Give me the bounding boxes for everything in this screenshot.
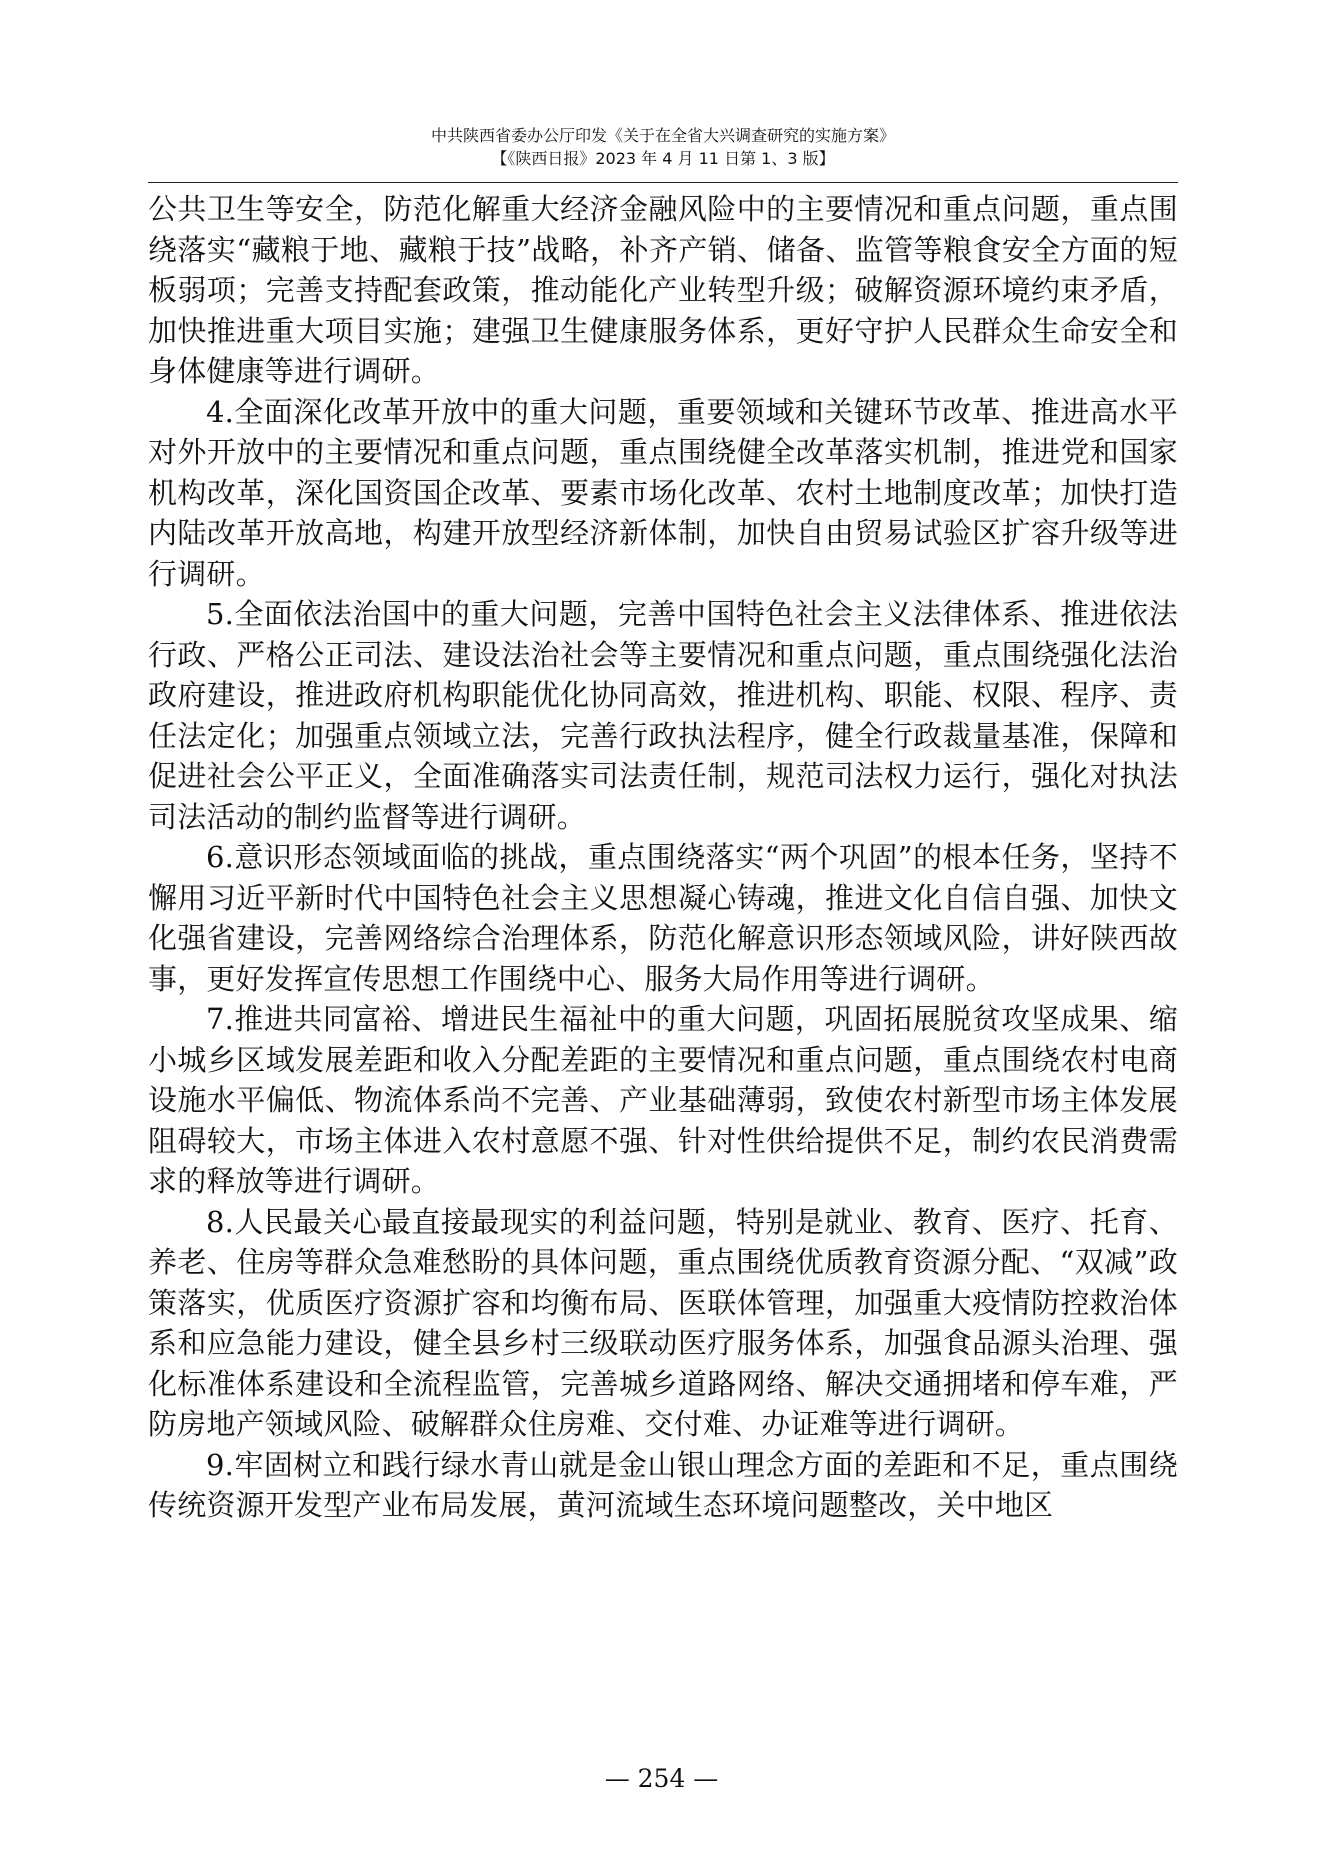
header-source: 【《陕西日报》2023 年 4 月 11 日第 1、3 版】 xyxy=(491,149,835,168)
paragraph-item-5: 5.全面依法治国中的重大问题，完善中国特色社会主义法律体系、推进依法行政、严格公正司法、建设法治社会等主要情况和重点问题，重点围绕强化法治政府建设，推进政府机构职能优化协同高效，推进机构、职能、权限、程序、责任法定化；加强重点领域立法，完善行政执法程序，健全行政裁量基准，保障和促进社会公平正义，全面准确落实司法责任制，规范司法权力运行，强化对执法司法活动的制约监督等进行调研。 xyxy=(148,597,1178,834)
paragraph-item-7: 7.推进共同富裕、增进民生福祉中的重大问题，巩固拓展脱贫攻坚成果、缩小城乡区域发展差距和收入分配差距的主要情况和重点问题，重点围绕农村电商设施水平偏低、物流体系尚不完善、产业基础薄弱，致使农村新型市场主体发展阻碍较大，市场主体进入农村意愿不强、针对性供给提供不足，制约农民消费需求的释放等进行调研。 xyxy=(148,1002,1178,1198)
paragraph-item-9: 9.牢固树立和践行绿水青山就是金山银山理念方面的差距和不足，重点围绕传统资源开发型产业布局发展，黄河流域生态环境问题整改，关中地区 xyxy=(148,1447,1178,1522)
paragraph-continued: 公共卫生等安全，防范化解重大经济金融风险中的主要情况和重点问题，重点围绕落实“藏粮于地、藏粮于技”战略，补齐产销、储备、监管等粮食安全方面的短板弱项；完善支持配套政策，推动能化产业转型升级；破解资源环境约束矛盾，加快推进重大项目实施；建强卫生健康服务体系，更好守护人民群众生命安全和身体健康等进行调研。 xyxy=(148,192,1178,388)
header-divider xyxy=(148,182,1178,183)
header-title: 中共陕西省委办公厅印发《关于在全省大兴调查研究的实施方案》 xyxy=(430,126,895,145)
running-header xyxy=(148,124,1178,170)
paragraph-item-8: 8.人民最关心最直接最现实的利益问题，特别是就业、教育、医疗、托育、养老、住房等群众急难愁盼的具体问题，重点围绕优质教育资源分配、“双减”政策落实，优质医疗资源扩容和均衡布局、医联体管理，加强重大疫情防控救治体系和应急能力建设，健全县乡村三级联动医疗服务体系，加强食品源头治理、强化标准体系建设和全流程监管，完善城乡道路网络、解决交通拥堵和停车难，严防房地产领域风险、破解群众住房难、交付难、办证难等进行调研。 xyxy=(148,1204,1178,1441)
body-text xyxy=(148,189,1178,1526)
paragraph-item-6: 6.意识形态领域面临的挑战，重点围绕落实“两个巩固”的根本任务，坚持不懈用习近平新时代中国特色社会主义思想凝心铸魂，推进文化自信自强、加快文化强省建设，完善网络综合治理体系，防范化解意识形态领域风险，讲好陕西故事，更好发挥宣传思想工作围绕中心、服务大局作用等进行调研。 xyxy=(148,840,1178,996)
page-number: — 254 — xyxy=(604,1764,719,1793)
paragraph-item-4: 4.全面深化改革开放中的重大问题，重要领域和关键环节改革、推进高水平对外开放中的主要情况和重点问题，重点围绕健全改革落实机制，推进党和国家机构改革，深化国资国企改革、要素市场化改革、农村土地制度改革；加快打造内陆改革开放高地，构建开放型经济新体制，加快自由贸易试验区扩容升级等进行调研。 xyxy=(148,394,1178,591)
